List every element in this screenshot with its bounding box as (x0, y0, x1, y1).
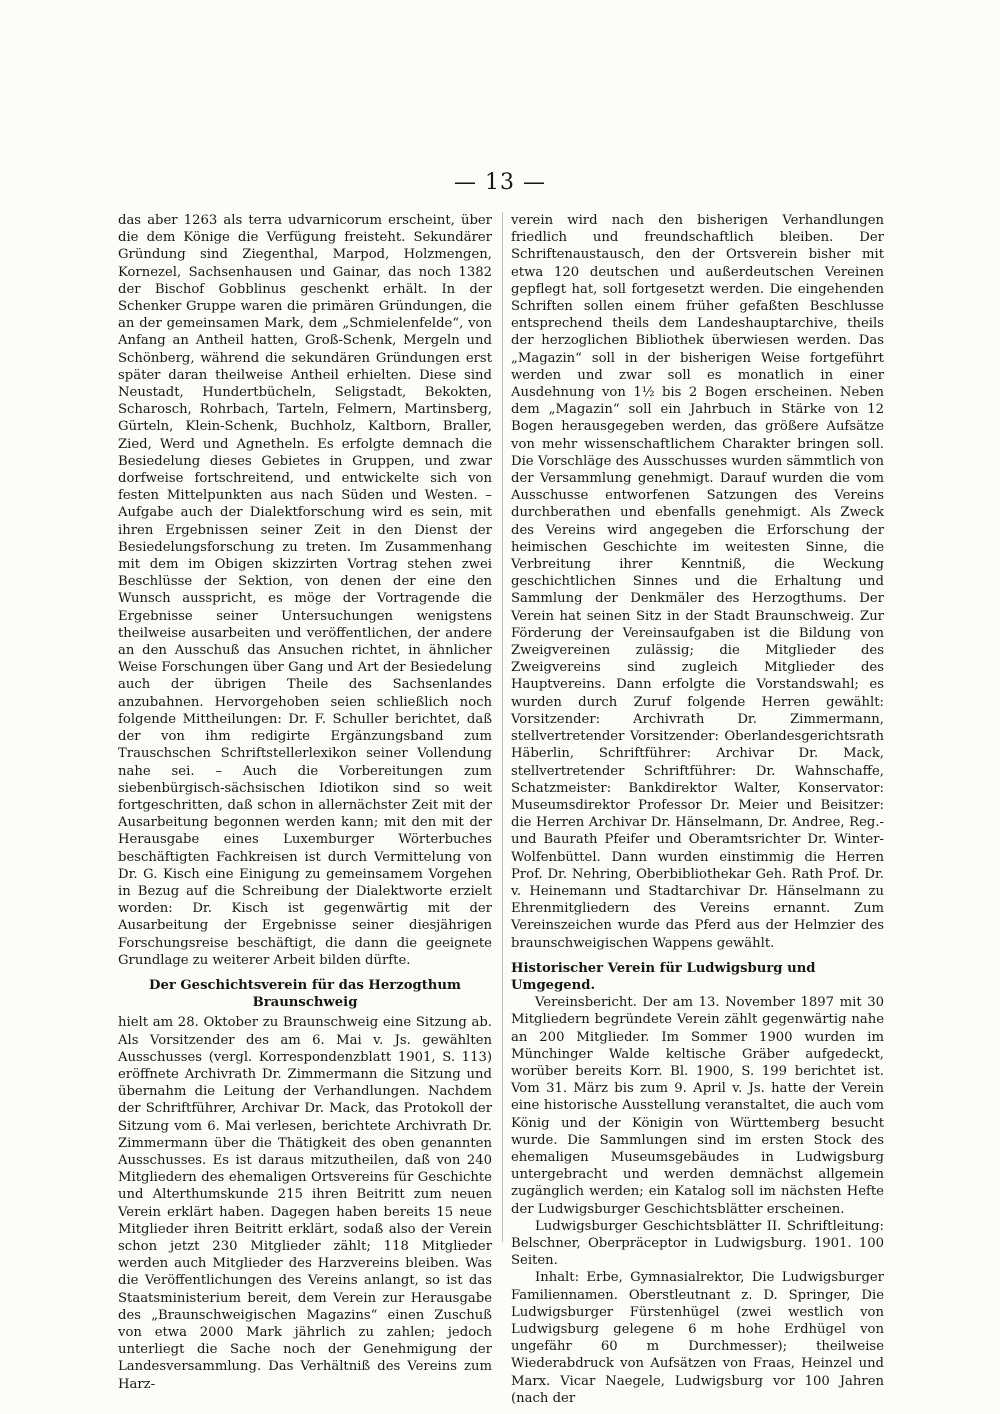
right-column (511, 212, 884, 1407)
body-paragraph: Ludwigsburger Geschichtsblätter II. Schriftleitung: Belschner, Oberpräceptor in Ludwigsburg. 1901. 100 Seiten. (511, 1218, 884, 1269)
section-heading: Der Geschichtsverein für das Herzogthum Braunschweig (149, 977, 461, 1011)
page-number: — 13 — (454, 170, 546, 195)
left-column (118, 212, 492, 1393)
body-paragraph: Inhalt: Erbe, Gymnasialrektor, Die Ludwigsburger Familiennamen. Oberstleutnant z. D. Springer, Die Ludwigsburger Fürstenhügel (zwei westlich von Ludwigsburg gelegene 6 m hohe Erdhügel von ungefähr 60 m Durchmesser); theilweise Wiederabdruck von Aufsätzen von Fraas, Heinzel und Marx. Vicar Naegele, Ludwigsburg vor 100 Jahren (nach der (511, 1270, 884, 1406)
body-paragraph: Vereinsbericht. Der am 13. November 1897 mit 30 Mitgliedern begründete Verein zählt gegenwärtig nahe an 200 Mitglieder. Im Sommer 1900 wurden im Münchinger Walde keltische Gräber aufgedeckt, worüber bereits Korr. Bl. 1900, S. 199 berichtet ist. Vom 31. März bis zum 9. April v. Js. hatte der Verein eine historische Ausstellung veranstaltet, die auch vom König und der Königin von Württemberg besucht wurde. Die Sammlungen sind im ersten Stock des ehemaligen Museumsgebäudes in Ludwigsburg untergebracht und werden demnächst allgemein zugänglich werden; ein Katalog soll im nächsten Hefte der Ludwigsburger Geschichtsblätter erscheinen. (511, 995, 884, 1217)
body-paragraph: verein wird nach den bisherigen Verhandlungen friedlich und freundschaftlich bleiben. Der Schriftenaustausch, den der Ortsverein bisher mit etwa 120 deutschen und außerdeutschen Vereinen gepflegt hat, soll fortgesetzt werden. Die eingehenden Schriften sollen einem früher gefaßten Beschlusse entsprechend theils dem Landeshauptarchive, theils der herzoglichen Bibliothek überwiesen werden. Das „Magazin“ soll in der bisherigen Weise fortgeführt werden und zwar soll es monatlich in einer Ausdehnung von 1½ bis 2 Bogen erscheinen. Neben dem „Magazin“ soll ein Jahrbuch in Stärke von 12 Bogen herausgegeben werden, das größere Aufsätze von mehr wissenschaftlichem Charakter bringen soll. Die Vorschläge des Ausschusses wurden sämmtlich von der Versammlung genehmigt. Darauf wurden die vom Ausschusse entworfenen Satzungen des Vereins durchberathen und ebenfalls genehmigt. Als Zweck des Vereins wird angegeben die Erforschung der heimischen Geschichte im weitesten Sinne, die Verbreitung ihrer Kenntniß, die Weckung geschichtlichen Sinnes und die Erhaltung und Sammlung der Denkmäler des Herzogthums. Der Verein hat seinen Sitz in der Stadt Braunschweig. Zur Förderung der Vereinsaufgaben ist die Bildung von Zweigvereinen zulässig; die Mitglieder des Zweigvereins sind zugleich Mitglieder des Hauptvereins. Dann erfolgte die Vorstandswahl; es wurden durch Zuruf folgende Herren gewählt: Vorsitzender: Archivrath Dr. Zimmermann, stellvertretender Vorsitzender: Oberlandesgerichtsrath Häberlin, Schriftführer: Archivar Dr. Mack, stellvertretender Schriftführer: Dr. Wahnschaffe, Schatzmeister: Bankdirektor Walter, Konservator: Museumsdirektor Professor Dr. Meier und Beisitzer: die Herren Archivar Dr. Hänselmann, Dr. Andree, Reg.- und Baurath Pfeifer und Oberamtsrichter Dr. Winter-Wolfenbüttel. Dann wurden einstimmig die Herren Prof. Dr. Nehring, Oberbibliothekar Geh. Rath Prof. Dr. v. Heinemann und Stadtarchivar Dr. Hänselmann zu Ehrenmitgliedern des Vereins ernannt. Zum Vereinszeichen wurde das Pferd aus der Helmzier des braunschweigischen Wappens gewählt. (511, 213, 884, 951)
body-paragraph: hielt am 28. Oktober zu Braunschweig eine Sitzung ab. Als Vorsitzender des am 6. Mai v. Js. gewählten Ausschusses (vergl. Korrespondenzblatt 1901, S. 113) eröffnete Archivrath Dr. Zimmermann die Sitzung und übernahm die Leitung der Verhandlungen. Nachdem der Schriftführer, Archivar Dr. Mack, das Protokoll der Sitzung vom 6. Mai verlesen, berichtete Archivrath Dr. Zimmermann über die Thätigkeit des oben genannten Ausschusses. Es ist daraus mitzutheilen, daß von 240 Mitgliedern des ehemaligen Ortsvereins für Geschichte und Alterthumskunde 215 ihren Beitritt zum neuen Verein erklärt haben. Dagegen haben bereits 15 neue Mitglieder ihren Beitritt erklärt, sodaß also der Verein schon jetzt 230 Mitglieder zählt; 118 Mitglieder werden auch Mitglieder des Harzvereins bleiben. Was die Veröffentlichungen des Vereins anlangt, so ist das Staatsministerium bereit, dem Verein zur Herausgabe des „Braunschweigischen Magazins“ einen Zuschuß von etwa 2000 Mark jährlich zu zahlen; jedoch unterliegt die Sache noch der Genehmigung der Landesversammlung. Das Verhältniß des Vereins zum Harz- (118, 1015, 492, 1392)
column-divider (502, 212, 503, 1242)
body-paragraph: das aber 1263 als terra udvarnicorum erscheint, über die dem Könige die Verfügung freisteht. Sekundärer Gründung sind Ziegenthal, Marpod, Holzmengen, Kornezel, Sachsenhausen und Gainar, das noch 1382 der Bischof Gobblinus geschenkt erhält. In der Schenker Gruppe waren die primären Gründungen, die an der gemeinsamen Mark, dem „Schmielenfelde“, von Anfang an Antheil hatten, Groß-Schenk, Mergeln und Schönberg, während die sekundären Gründungen erst später daran theilweise Antheil erhielten. Diese sind Neustadt, Hundertbücheln, Seligstadt, Bekokten, Scharosch, Rohrbach, Tarteln, Felmern, Martinsberg, Gürteln, Klein-Schenk, Buchholz, Kaltborn, Braller, Zied, Werd und Agnetheln. Es erfolgte demnach die Besiedelung dieses Gebietes in Gruppen, und zwar dorfweise fortschreitend, und entwickelte sich von festen Mittelpunkten aus nach Süden und Westen. – Aufgabe auch der Dialektforschung wird es sein, mit ihren Ergebnissen seiner Zeit in den Dienst der Besiedelungsforschung zu treten. Im Zusammenhang mit dem im Obigen skizzirten Vortrag stehen zwei Beschlüsse der Sektion, von denen der eine den Wunsch ausspricht, es möge der Vortragende die Ergebnisse seiner Untersuchungen wenigstens theilweise ausarbeiten und veröffentlichen, der andere an den Ausschuß das Ansuchen richtet, in ähnlicher Weise Forschungen über Gang und Art der Besiedelung auch der übrigen Theile des Sachsenlandes anzubahnen. Hervorgehoben seien schließlich noch folgende Mittheilungen: Dr. F. Schuller berichtet, daß der von ihm redigirte Ergänzungsband zum Trauschschen Schriftstellerlexikon seiner Vollendung nahe sei. – Auch die Vorbereitungen zum siebenbürgisch-sächsischen Idiotikon sind so weit fortgeschritten, daß schon in allernächster Zeit mit der Ausarbeitung begonnen werden kann; mit den mit der Herausgabe eines Luxemburger Wörterbuches beschäftigten Fachkreisen ist durch Vermittelung von Dr. G. Kisch eine Einigung zu gemeinsamem Vorgehen in Bezug auf die Schreibung der Dialektworte erzielt worden: Dr. Kisch ist gegenwärtig mit der Ausarbeitung der Ergebnisse seiner diesjährigen Forschungsreise beschäftigt, die dann die geeignete Grundlage zu weiterer Arbeit bilden dürfte. (118, 213, 492, 968)
section-heading: Historischer Verein für Ludwigsburg und Umgegend. (511, 960, 816, 993)
